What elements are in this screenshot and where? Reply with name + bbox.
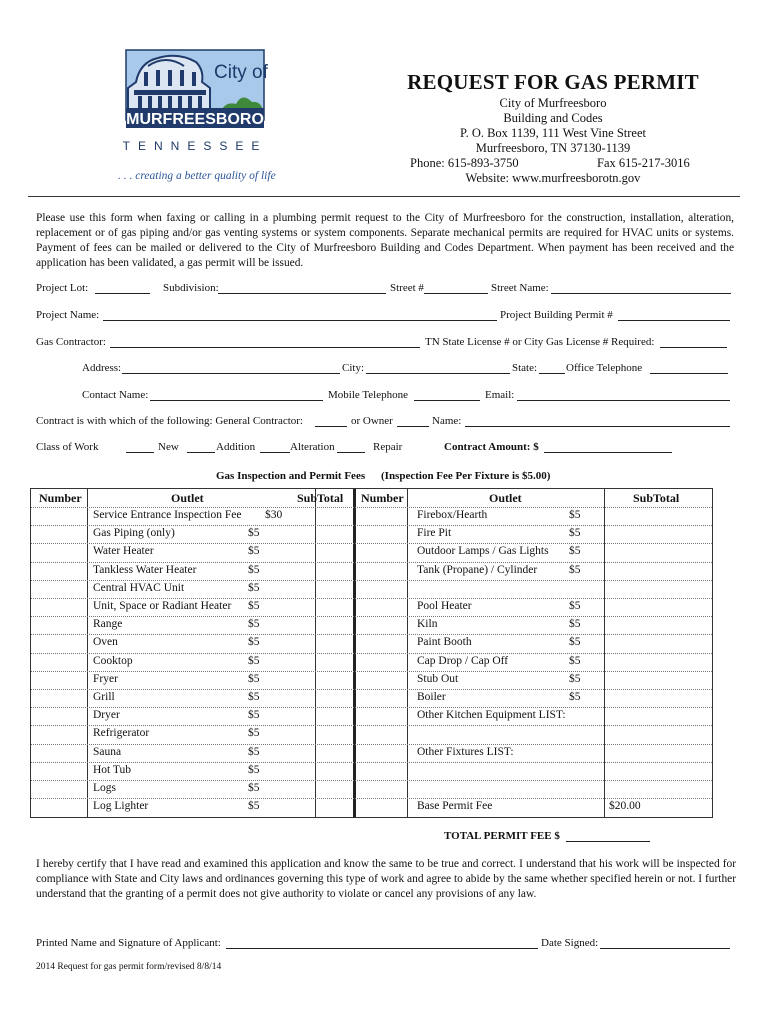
- fee-outlet-right: Outdoor Lamps / Gas Lights: [417, 545, 549, 558]
- header-subtotal-left: SubTotal: [297, 491, 344, 505]
- fee-outlet-left: Logs: [93, 782, 116, 794]
- website: Website: www.murfreesborotn.gov: [465, 171, 641, 185]
- license-field[interactable]: [660, 336, 727, 348]
- fee-amount-right: $5: [569, 618, 581, 631]
- row-divider: [31, 725, 712, 726]
- fee-amount-left: $5: [248, 782, 260, 794]
- class-repair-label: Repair: [373, 441, 403, 453]
- city-field[interactable]: [366, 362, 510, 374]
- tagline: . . . creating a better quality of life: [118, 170, 276, 182]
- fee-outlet-left: Grill: [93, 691, 115, 703]
- fee-amount-right: $5: [569, 527, 581, 540]
- contract-with-label: Contract is with which of the following: General Contractor:: [36, 415, 303, 427]
- contract-amount-field[interactable]: [544, 441, 672, 453]
- building-permit-label: Project Building Permit #: [500, 309, 613, 321]
- fee-outlet-left: Oven: [93, 636, 118, 649]
- instructions-paragraph: Please use this form when faxing or calling in a plumbing permit request to the City of Murfreesboro for the construction, installation, alteration, replacement or of gas piping and/or gas venting systems or system components. Separate mechanical permits are required for HVAC units or systems. Payment of fees can be mailed or delivered to the City of Murfreesboro Building and Codes Department. When payment has been received and the application has been validated, a gas permit will be issued.: [36, 212, 734, 269]
- fee-amount-right: $5: [569, 545, 581, 558]
- department-name: Building and Codes: [503, 111, 603, 125]
- class-alteration-label: Alteration: [290, 441, 335, 453]
- fee-outlet-left: Water Heater: [93, 545, 154, 558]
- fee-outlet-left: Gas Piping (only): [93, 527, 175, 540]
- fee-outlet-right: Firebox/Hearth: [417, 509, 488, 521]
- fee-outlet-right: Stub Out: [417, 672, 459, 685]
- fee-outlet-right: Cap Drop / Cap Off: [417, 654, 509, 667]
- fee-amount-left: $5: [248, 636, 260, 649]
- row-divider: [31, 507, 712, 508]
- fee-amount-right: $5: [569, 563, 581, 576]
- fee-outlet-left: Dryer: [93, 709, 120, 722]
- city-state-zip: Murfreesboro, TN 37130-1139: [475, 141, 631, 155]
- row-divider: [31, 543, 712, 544]
- fees-heading: Gas Inspection and Permit Fees: [216, 470, 366, 482]
- header-outlet-right: Outlet: [489, 491, 522, 505]
- fee-amount-left: $30: [265, 509, 283, 521]
- project-lot-field[interactable]: [95, 282, 150, 294]
- city-label: City:: [342, 362, 365, 374]
- fee-amount-left: $5: [248, 763, 260, 776]
- total-fee-field[interactable]: [566, 830, 650, 842]
- subdivision-label: Subdivision:: [163, 282, 219, 294]
- fee-amount-left: $5: [248, 800, 260, 813]
- fee-amount-left: $5: [248, 672, 260, 685]
- name-field[interactable]: [465, 415, 730, 427]
- row-divider: [31, 707, 712, 708]
- city-hall-seal-image: [118, 48, 270, 152]
- total-fee-label: TOTAL PERMIT FEE $: [444, 830, 560, 842]
- fee-outlet-left: Service Entrance Inspection Fee: [93, 509, 242, 521]
- subdivision-field[interactable]: [218, 282, 386, 294]
- fee-outlet-left: Range: [93, 618, 123, 631]
- fee-outlet-right: Other Kitchen Equipment LIST:: [417, 709, 566, 722]
- class-alteration-checkbox[interactable]: [260, 441, 290, 453]
- fee-amount-left: $5: [248, 600, 260, 612]
- class-new-checkbox[interactable]: [126, 441, 154, 453]
- row-divider: [31, 762, 712, 763]
- contract-amount-label: Contract Amount: $: [444, 441, 539, 453]
- signature-field[interactable]: [226, 937, 538, 949]
- office-phone-label: Office Telephone: [566, 362, 643, 374]
- fee-outlet-left: Fryer: [93, 672, 118, 685]
- address-field[interactable]: [122, 362, 340, 374]
- contact-name-field[interactable]: [150, 389, 323, 401]
- row-divider: [31, 598, 712, 599]
- svg-text:TENNESSEE: TENNESSEE: [122, 139, 268, 152]
- email-field[interactable]: [517, 389, 730, 401]
- fee-outlet-left: Refrigerator: [93, 727, 150, 740]
- fee-outlet-left: Cooktop: [93, 654, 133, 667]
- address-label: Address:: [82, 362, 122, 374]
- page-title: REQUEST FOR GAS PERMIT: [407, 70, 699, 94]
- row-divider: [31, 525, 712, 526]
- fee-amount-right: $5: [569, 672, 581, 685]
- owner-field[interactable]: [397, 415, 429, 427]
- project-name-field[interactable]: [103, 309, 497, 321]
- fee-amount-left: $5: [248, 618, 260, 631]
- org-name: City of Murfreesboro: [499, 96, 607, 110]
- row-divider: [31, 580, 712, 581]
- street-name-label: Street Name:: [491, 282, 549, 294]
- date-signed-field[interactable]: [600, 937, 730, 949]
- general-contractor-field[interactable]: [315, 415, 347, 427]
- row-divider: [31, 689, 712, 690]
- svg-text:MURFREESBORO: MURFREESBORO: [126, 111, 264, 128]
- class-addition-label: Addition: [216, 441, 256, 453]
- fee-outlet-left: Tankless Water Heater: [93, 563, 197, 576]
- fee-amount-left: $5: [248, 654, 260, 667]
- or-owner-label: or Owner: [351, 415, 393, 427]
- header-number-right: Number: [361, 491, 404, 505]
- header-outlet-left: Outlet: [171, 491, 204, 505]
- contact-name-label: Contact Name:: [82, 389, 149, 401]
- date-signed-label: Date Signed:: [541, 937, 599, 949]
- fees-note: (Inspection Fee Per Fixture is $5.00): [381, 470, 551, 482]
- fee-amount-left: $5: [248, 745, 260, 758]
- row-divider: [31, 562, 712, 563]
- certification-paragraph: I hereby certify that I have read and examined this application and know the same to be true and correct. I understand that his work will be inspected for compliance with State and City laws and ordinances governing this type of work and agree to abide by the same whether specified herein or not. I further understand that the granting of a permit does not give authority to violate or cancel any provisions of any law.: [36, 858, 736, 900]
- header-subtotal-right: SubTotal: [633, 491, 680, 505]
- fee-amount-left: $5: [248, 581, 260, 594]
- fee-outlet-right: Pool Heater: [417, 600, 472, 612]
- fee-table: [30, 488, 713, 818]
- project-name-label: Project Name:: [36, 309, 100, 321]
- fee-amount-left: $5: [248, 691, 260, 703]
- fee-outlet-right: Paint Booth: [417, 636, 472, 649]
- city-logo: [118, 48, 270, 152]
- license-label: TN State License # or City Gas License # Required:: [425, 336, 655, 348]
- fax-number: Fax 615-217-3016: [597, 156, 690, 170]
- fee-outlet-right: Kiln: [417, 618, 438, 631]
- fee-amount-right: $5: [569, 600, 581, 612]
- mailing-address: P. O. Box 1139, 111 West Vine Street: [460, 126, 646, 140]
- fee-outlet-right: Base Permit Fee: [417, 800, 493, 813]
- building-permit-field[interactable]: [618, 309, 730, 321]
- row-divider: [31, 780, 712, 781]
- signature-label: Printed Name and Signature of Applicant:: [36, 937, 221, 949]
- street-number-label: Street #: [390, 282, 424, 294]
- row-divider: [31, 616, 712, 617]
- fee-outlet-right: Other Fixtures LIST:: [417, 745, 514, 758]
- class-of-work-label: Class of Work: [36, 441, 99, 453]
- fee-outlet-right: Fire Pit: [417, 527, 452, 540]
- fee-amount-left: $5: [248, 709, 260, 722]
- project-lot-label: Project Lot:: [36, 282, 89, 294]
- fee-amount-right: $5: [569, 636, 581, 649]
- phone-number: Phone: 615-893-3750: [410, 156, 519, 170]
- name-label: Name:: [432, 415, 462, 427]
- state-label: State:: [512, 362, 538, 374]
- gas-contractor-label: Gas Contractor:: [36, 336, 106, 348]
- fee-amount-right: $5: [569, 691, 581, 703]
- mobile-phone-label: Mobile Telephone: [328, 389, 408, 401]
- street-name-field[interactable]: [551, 282, 731, 294]
- fee-amount-left: $5: [248, 727, 260, 740]
- fee-outlet-left: Sauna: [93, 745, 122, 758]
- row-divider: [31, 671, 712, 672]
- row-divider: [31, 653, 712, 654]
- street-number-field[interactable]: [424, 282, 488, 294]
- fee-amount-left: $5: [248, 527, 260, 540]
- fee-outlet-left: Central HVAC Unit: [93, 581, 185, 594]
- header-divider: [28, 196, 740, 197]
- fee-outlet-left: Hot Tub: [93, 763, 132, 776]
- fee-outlet-right: Tank (Propane) / Cylinder: [417, 563, 538, 576]
- fee-amount-left: $5: [248, 545, 260, 558]
- class-repair-checkbox[interactable]: [337, 441, 365, 453]
- row-divider: [31, 744, 712, 745]
- office-phone-field[interactable]: [650, 362, 728, 374]
- class-new-label: New: [158, 441, 179, 453]
- class-addition-checkbox[interactable]: [187, 441, 215, 453]
- header-number-left: Number: [39, 491, 82, 505]
- gas-contractor-field[interactable]: [110, 336, 420, 348]
- fee-amount-left: $5: [248, 563, 260, 576]
- fee-outlet-right: Boiler: [417, 691, 446, 703]
- svg-text:City of: City of: [214, 62, 268, 83]
- mobile-phone-field[interactable]: [414, 389, 480, 401]
- form-revision-footer: 2014 Request for gas permit form/revised 8/8/14: [36, 962, 222, 972]
- fee-amount-right: $5: [569, 654, 581, 667]
- row-divider: [31, 634, 712, 635]
- fee-subtotal-right: $20.00: [609, 800, 641, 813]
- fee-amount-right: $5: [569, 509, 581, 521]
- fee-outlet-left: Unit, Space or Radiant Heater: [93, 600, 232, 612]
- email-label: Email:: [485, 389, 515, 401]
- state-field[interactable]: [539, 362, 565, 374]
- fee-outlet-left: Log Lighter: [93, 800, 149, 813]
